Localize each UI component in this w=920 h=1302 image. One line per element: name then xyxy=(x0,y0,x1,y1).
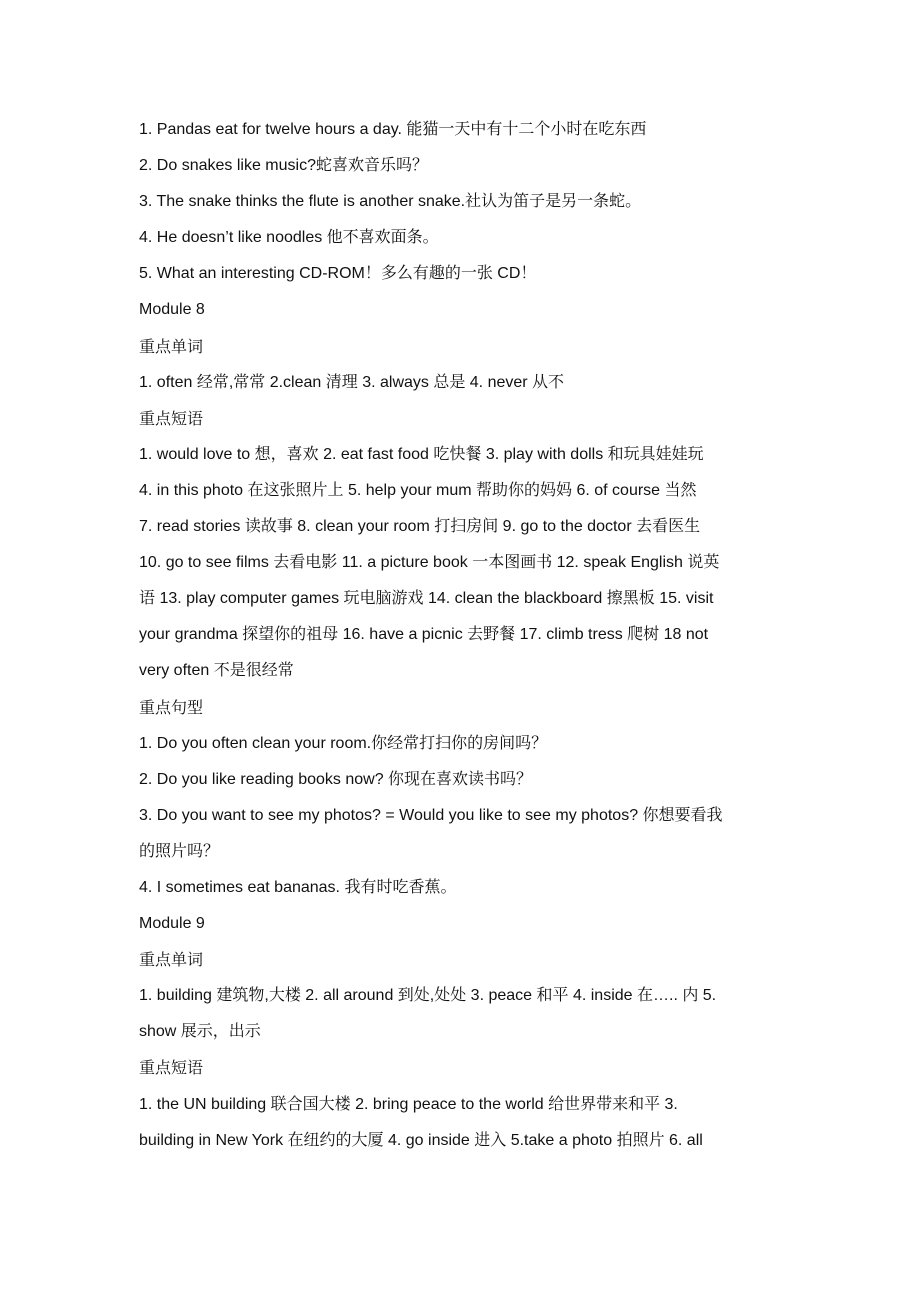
document-page xyxy=(139,112,791,1159)
sentence-line: 4. He doesn’t like noodles 他不喜欢面条。 xyxy=(139,229,439,247)
sentence-line: 1. Do you often clean your room.你经常打扫你的房间吗？ xyxy=(139,734,548,752)
section-heading: 重点句型 xyxy=(139,697,204,717)
phrase-line: 语 13. play computer games 玩电脑游戏 14. clean the blackboard 擦黑板 15. visit xyxy=(139,590,714,608)
phrase-line: 10. go to see films 去看电影 11. a picture book 一本图画书 12. speak English 说英 xyxy=(139,554,720,572)
sentence-line: 3. Do you want to see my photos? = Would you like to see my photos? 你想要看我 xyxy=(139,806,723,824)
sentence-line: 5. What an interesting CD-ROM！多么有趣的一张 CD！ xyxy=(139,265,537,283)
phrase-line: 7. read stories 读故事 8. clean your room 打扫房间 9. go to the doctor 去看医生 xyxy=(139,518,701,536)
sentence-line: 4. I sometimes eat bananas. 我有时吃香蕉。 xyxy=(139,878,457,896)
section-heading: 重点单词 xyxy=(139,336,204,356)
vocabulary-line: 1. building 建筑物,大楼 2. all around 到处,处处 3. peace 和平 4. inside 在….. 内 5. xyxy=(139,987,717,1005)
vocabulary-line: show 展示，出示 xyxy=(139,1023,261,1041)
section-heading: 重点短语 xyxy=(139,1058,204,1078)
phrase-line: very often 不是很经常 xyxy=(139,662,294,680)
section-heading: 重点单词 xyxy=(139,950,204,970)
module-heading: Module 9 xyxy=(139,915,205,933)
sentence-line: 2. Do you like reading books now? 你现在喜欢读书吗？ xyxy=(139,770,533,788)
section-heading: 重点短语 xyxy=(139,408,204,428)
phrase-line: building in New York 在纽约的大厦 4. go inside 进入 5.take a photo 拍照片 6. all xyxy=(139,1131,703,1149)
vocabulary-line: 1. often 经常,常常 2.clean 清理 3. always 总是 4. never 从不 xyxy=(139,373,565,391)
sentence-line: 2. Do snakes like music?蛇喜欢音乐吗？ xyxy=(139,157,428,175)
sentence-line: 的照片吗？ xyxy=(139,842,220,860)
sentence-line: 3. The snake thinks the flute is another snake.社认为笛子是另一条蛇。 xyxy=(139,193,642,211)
phrase-line: 4. in this photo 在这张照片上 5. help your mum 帮助你的妈妈 6. of course 当然 xyxy=(139,481,697,499)
phrase-line: your grandma 探望你的祖母 16. have a picnic 去野餐 17. climb tress 爬树 18 not xyxy=(139,626,709,644)
sentence-line: 1. Pandas eat for twelve hours a day. 能猫一天中有十二个小时在吃东西 xyxy=(139,121,647,138)
module-heading: Module 8 xyxy=(139,301,205,319)
phrase-line: 1. would love to 想，喜欢 2. eat fast food 吃快餐 3. play with dolls 和玩具娃娃玩 xyxy=(139,445,704,463)
phrase-line: 1. the UN building 联合国大楼 2. bring peace to the world 给世界带来和平 3. xyxy=(139,1095,678,1113)
